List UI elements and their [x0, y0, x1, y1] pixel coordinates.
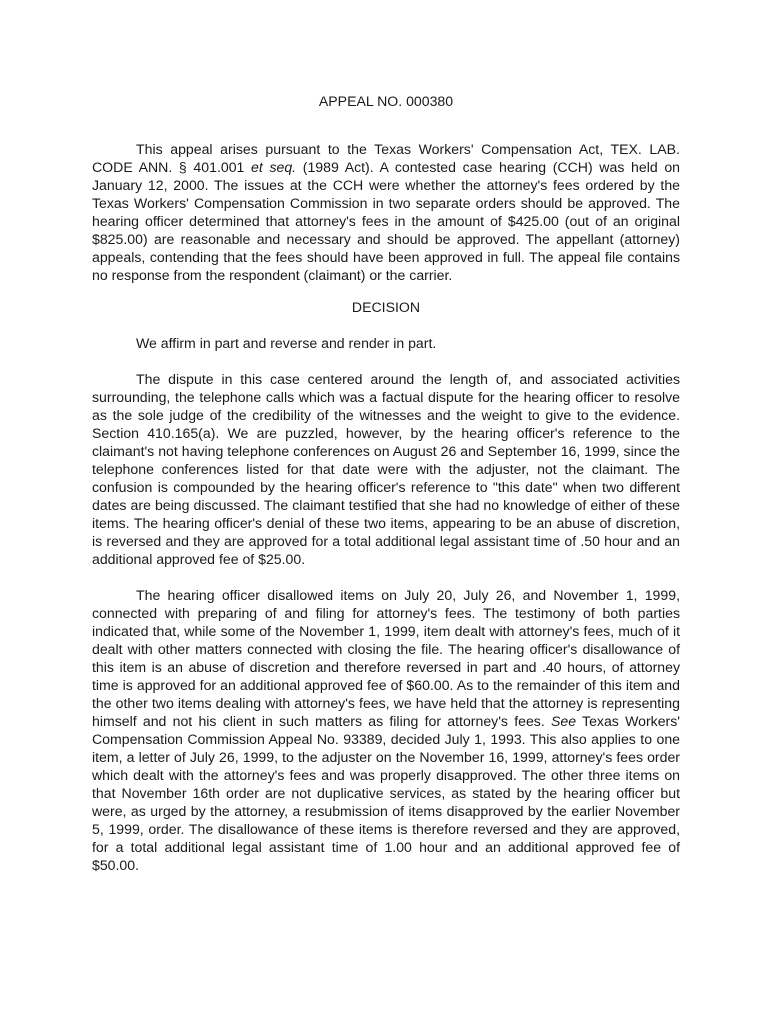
intro-paragraph [92, 140, 680, 284]
dispute-paragraph: The dispute in this case centered around the length of, and associated activities surrounding, the telephone calls which was a factual dispute for the hearing officer to resolve as the sole judge of the credibility of the witnesses and the weight to give to the evidence. Section 410.165(a). We are puzzled, however, by the hearing officer's reference to the claimant's not having telephone conferences on August 26 and September 16, 1999, since the telephone conferences listed for that date were with the adjuster, not the claimant. The confusion is compounded by the hearing officer's reference to "this date" when two different dates are being discussed. The claimant testified that she had no knowledge of either of these items. The hearing officer's denial of these two items, appearing to be an abuse of discretion, is reversed and they are approved for a total additional legal assistant time of .50 hour and an additional approved fee of $25.00. [92, 371, 680, 567]
decision-paragraph: We affirm in part and reverse and render in part. [136, 335, 437, 351]
para3-text-part1: The hearing officer disallowed items on July 20, July 26, and November 1, 1999, connected with preparing of and filing for attorney's fees. The testimony of both parties indicated that, while some of the November 1, 1999, item dealt with attorney's fees, much of it dealt with other matters connected with closing the file. The hearing officer's disallowance of this item is an abuse of discretion and therefore reversed in part and .40 hours, of attorney time is approved for an additional approved fee of $60.00. As to the remainder of this item and the other two items dealing with attorney's fees, we have held that the attorney is representing himself and not his client in such matters as filing for attorney's fees. [92, 587, 680, 729]
para3-italic: See [550, 713, 577, 729]
para3-text-part2: Texas Workers' Compensation Commission Appeal No. 93389, decided July 1, 1993. This also applies to one item, a letter of July 26, 1999, to the adjuster on the November 16, 1999, attorney's fees order which dealt with the attorney's fees and was properly disapproved. The other three items on that November 16th order are not duplicative services, as stated by the hearing officer but were, as urged by the attorney, a resubmission of items disapproved by the earlier November 5, 1999, order. The disallowance of these items is therefore reversed and they are approved, for a total additional legal assistant time of 1.00 hour and an additional approved fee of $50.00. [92, 713, 680, 873]
intro-italic: et seq. [251, 159, 297, 175]
intro-text-part2: (1989 Act). A contested case hearing (CCH) was held on January 12, 2000. The issues at the CCH were whether the attorney's fees ordered by the Texas Workers' Compensation Commission in two separate orders should be approved. The hearing officer determined that attorney's fees in the amount of $425.00 (out of an original $825.00) are reasonable and necessary and should be approved. The appellant (attorney) appeals, contending that the fees should have been approved in full. The appeal file contains no response from the respondent (claimant) or the carrier. [92, 159, 681, 283]
page-title: APPEAL NO. 000380 [318, 93, 454, 109]
decision-heading: DECISION [351, 299, 421, 315]
intro-text-part1: This appeal arises pursuant to the Texas Workers' Compensation Act, TEX. LAB. CODE ANN. § 401.001 [92, 141, 680, 175]
document-page [92, 92, 680, 892]
disallowed-items-paragraph [92, 586, 680, 874]
